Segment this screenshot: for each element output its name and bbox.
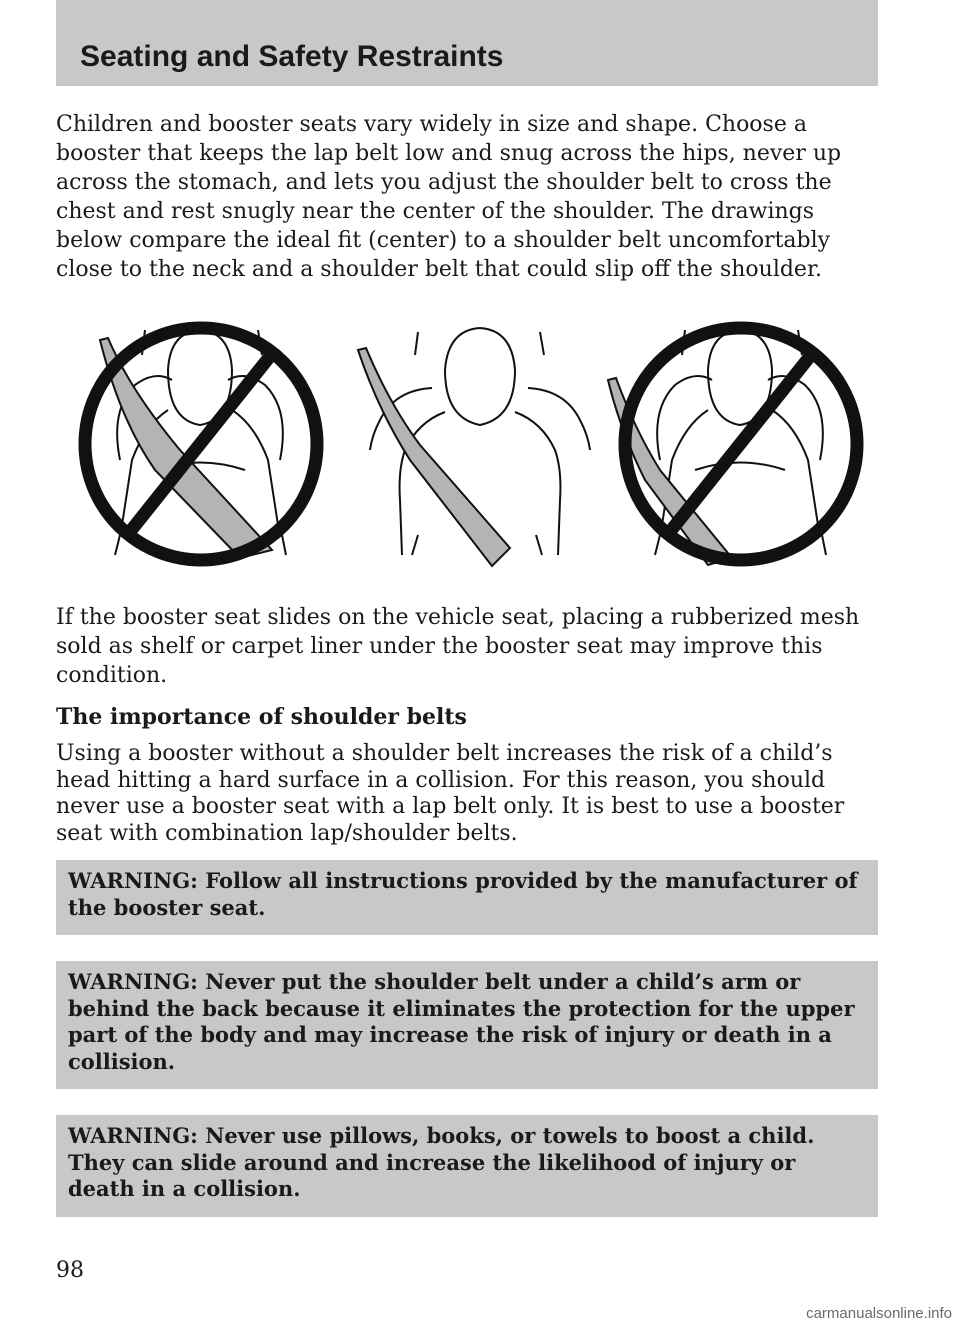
belt-fit-drawing-shoulder xyxy=(608,328,857,565)
belt-fit-drawing-neck xyxy=(85,328,317,560)
belt-fit-drawing-correct xyxy=(358,328,590,566)
intro-paragraph: Children and booster seats vary widely in size and shape. Choose a booster that keeps the lap belt low and snug across the hips, never up across the stomach, and lets you adjust the shoulder belt to cross the chest and rest snugly near the center of the shoulder. The drawings below compare the ideal fit (center) to a shoulder belt uncomfortably close to the neck and a shoulder belt that could slip off the shoulder. xyxy=(56,112,842,282)
header-band xyxy=(56,0,878,86)
warning-box xyxy=(56,860,878,935)
page-title: Seating and Safety Restraints xyxy=(80,40,504,73)
warning-text: WARNING: Never use pillows, books, or towels to boost a child. They can slide around and increase the likelihood of injury or death in a collision. xyxy=(68,1123,815,1201)
page-number: 98 xyxy=(56,1258,84,1283)
shoulder-belt-paragraph: Using a booster without a shoulder belt increases the risk of a child’s head hitting a hard surface in a collision. For this reason, you should never use a booster seat with a lap belt only. It is best to use a booster seat with combination lap/shoulder belts. xyxy=(56,741,845,846)
warning-box xyxy=(56,961,878,1089)
belt-fit-illustrations xyxy=(60,310,890,580)
watermark: carmanualsonline.info xyxy=(806,1305,952,1322)
warning-box xyxy=(56,1115,878,1217)
section-subheading: The importance of shoulder belts xyxy=(56,704,467,730)
booster-slide-paragraph: If the booster seat slides on the vehicle seat, placing a rubberized mesh sold as shelf or carpet liner under the booster seat may improve this condition. xyxy=(56,605,860,688)
warning-text: WARNING: Follow all instructions provided by the manufacturer of the booster seat. xyxy=(68,868,858,920)
warning-text: WARNING: Never put the shoulder belt under a child’s arm or behind the back because it eliminates the protection for the upper part of the body and may increase the risk of injury or death in a collision. xyxy=(68,969,855,1074)
